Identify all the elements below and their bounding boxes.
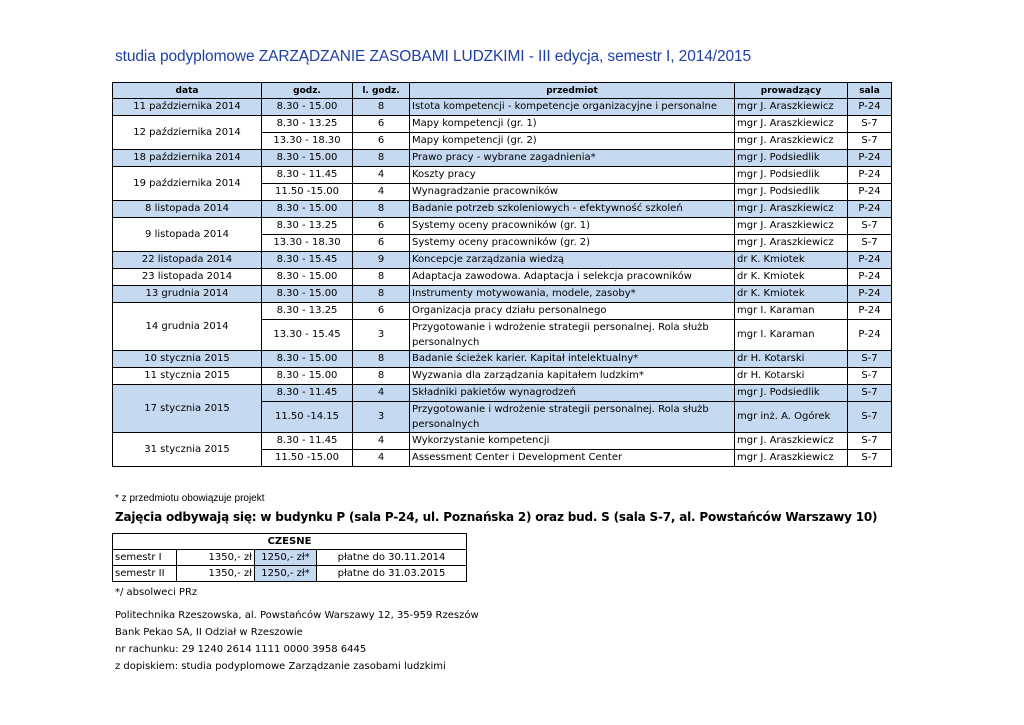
table-row [113, 351, 892, 368]
cell-time: 13.30 - 18.30 [262, 235, 353, 252]
cell-lecturer: mgr J. Podsiedlik [735, 184, 848, 201]
cell-date: 13 grudnia 2014 [113, 286, 262, 303]
cell-room: P-24 [848, 184, 892, 201]
table-row [113, 252, 892, 269]
cell-hours: 4 [353, 184, 410, 201]
cell-date: 8 listopada 2014 [113, 201, 262, 218]
cell-room: S-7 [848, 133, 892, 150]
cell-subject: Badanie potrzeb szkoleniowych - efektywność szkoleń [410, 201, 735, 218]
cell-subject: Wykorzystanie kompetencji [410, 433, 735, 450]
cell-date: 18 października 2014 [113, 150, 262, 167]
cell-hours: 8 [353, 351, 410, 368]
cell-time: 11.50 -15.00 [262, 184, 353, 201]
location-info: Zajęcia odbywają się: w budynku P (sala P-24, ul. Poznańska 2) oraz bud. S (sala S-7, al. Powstańców Warszawy 10) [115, 510, 878, 524]
cell-lecturer: mgr I. Karaman [735, 320, 848, 351]
cell-lecturer: mgr J. Araszkiewicz [735, 116, 848, 133]
cell-date: 17 stycznia 2015 [113, 385, 262, 433]
col-header-data: data [113, 83, 262, 99]
cell-lecturer: mgr J. Araszkiewicz [735, 450, 848, 467]
cell-subject: Organizacja pracy działu personalnego [410, 303, 735, 320]
fees-price-alumni: 1250,- zł* [255, 550, 317, 566]
table-row [113, 167, 892, 184]
fees-price: 1350,- zł [177, 566, 255, 582]
table-row [113, 218, 892, 235]
cell-room: S-7 [848, 218, 892, 235]
table-row [113, 269, 892, 286]
cell-subject: Adaptacja zawodowa. Adaptacja i selekcja pracowników [410, 269, 735, 286]
cell-subject: Assessment Center i Development Center [410, 450, 735, 467]
cell-lecturer: mgr J. Araszkiewicz [735, 201, 848, 218]
cell-room: P-24 [848, 269, 892, 286]
cell-lecturer: mgr J. Araszkiewicz [735, 235, 848, 252]
cell-date: 9 listopada 2014 [113, 218, 262, 252]
col-header-lgodz: l. godz. [353, 83, 410, 99]
cell-subject: Przygotowanie i wdrożenie strategii personalnej. Rola służb personalnych [410, 402, 735, 433]
table-header-row [113, 83, 892, 99]
fees-deadline: płatne do 31.03.2015 [317, 566, 467, 582]
cell-date: 11 stycznia 2015 [113, 368, 262, 385]
cell-date: 14 grudnia 2014 [113, 303, 262, 351]
cell-subject: Przygotowanie i wdrożenie strategii personalnej. Rola służb personalnych [410, 320, 735, 351]
cell-subject: Mapy kompetencji (gr. 2) [410, 133, 735, 150]
cell-time: 8.30 - 13.25 [262, 218, 353, 235]
cell-subject: Systemy oceny pracowników (gr. 2) [410, 235, 735, 252]
cell-hours: 4 [353, 167, 410, 184]
cell-subject: Wynagradzanie pracowników [410, 184, 735, 201]
table-row [113, 99, 892, 116]
cell-lecturer: mgr J. Podsiedlik [735, 167, 848, 184]
table-row [113, 116, 892, 133]
cell-time: 13.30 - 18.30 [262, 133, 353, 150]
cell-hours: 9 [353, 252, 410, 269]
cell-lecturer: dr K. Kmiotek [735, 252, 848, 269]
cell-hours: 8 [353, 286, 410, 303]
cell-subject: Istota kompetencji - kompetencje organizacyjne i personalne [410, 99, 735, 116]
cell-hours: 6 [353, 133, 410, 150]
cell-time: 8.30 - 15.00 [262, 269, 353, 286]
col-header-prowadzacy: prowadzący [735, 83, 848, 99]
cell-time: 8.30 - 15.00 [262, 351, 353, 368]
cell-time: 8.30 - 11.45 [262, 167, 353, 184]
memo-line: z dopiskiem: studia podyplomowe Zarządzanie zasobami ludzkimi [115, 661, 446, 672]
cell-room: S-7 [848, 433, 892, 450]
cell-room: P-24 [848, 303, 892, 320]
cell-date: 19 października 2014 [113, 167, 262, 201]
col-header-sala: sala [848, 83, 892, 99]
fees-row [113, 566, 467, 582]
cell-room: P-24 [848, 320, 892, 351]
cell-hours: 3 [353, 320, 410, 351]
cell-lecturer: mgr J. Araszkiewicz [735, 218, 848, 235]
cell-time: 8.30 - 11.45 [262, 433, 353, 450]
fees-price-alumni: 1250,- zł* [255, 566, 317, 582]
cell-lecturer: mgr I. Karaman [735, 303, 848, 320]
cell-hours: 8 [353, 368, 410, 385]
cell-time: 8.30 - 11.45 [262, 385, 353, 402]
cell-hours: 8 [353, 150, 410, 167]
cell-time: 8.30 - 15.00 [262, 286, 353, 303]
fees-semester: semestr II [113, 566, 177, 582]
cell-lecturer: mgr inż. A. Ogórek [735, 402, 848, 433]
cell-room: P-24 [848, 167, 892, 184]
fees-deadline: płatne do 30.11.2014 [317, 550, 467, 566]
cell-date: 10 stycznia 2015 [113, 351, 262, 368]
table-row [113, 385, 892, 402]
fees-footnote: */ absolweci PRz [115, 587, 198, 598]
col-header-godz: godz. [262, 83, 353, 99]
cell-time: 8.30 - 15.00 [262, 201, 353, 218]
cell-time: 8.30 - 15.00 [262, 150, 353, 167]
cell-time: 13.30 - 15.45 [262, 320, 353, 351]
cell-subject: Badanie ścieżek karier. Kapitał intelektualny* [410, 351, 735, 368]
cell-subject: Systemy oceny pracowników (gr. 1) [410, 218, 735, 235]
cell-room: S-7 [848, 368, 892, 385]
cell-room: P-24 [848, 99, 892, 116]
fees-header: CZESNE [113, 534, 467, 550]
cell-room: P-24 [848, 201, 892, 218]
cell-subject: Wyzwania dla zarządzania kapitałem ludzkim* [410, 368, 735, 385]
cell-hours: 4 [353, 385, 410, 402]
fees-semester: semestr I [113, 550, 177, 566]
cell-subject: Składniki pakietów wynagrodzeń [410, 385, 735, 402]
cell-room: S-7 [848, 385, 892, 402]
cell-lecturer: mgr J. Podsiedlik [735, 150, 848, 167]
cell-hours: 3 [353, 402, 410, 433]
cell-subject: Mapy kompetencji (gr. 1) [410, 116, 735, 133]
cell-hours: 8 [353, 201, 410, 218]
table-row [113, 286, 892, 303]
cell-room: S-7 [848, 450, 892, 467]
table-row [113, 368, 892, 385]
account-line: nr rachunku: 29 1240 2614 1111 0000 3958 6445 [115, 644, 367, 655]
cell-room: P-24 [848, 150, 892, 167]
cell-hours: 6 [353, 235, 410, 252]
cell-lecturer: dr K. Kmiotek [735, 286, 848, 303]
cell-date: 12 października 2014 [113, 116, 262, 150]
cell-time: 11.50 -15.00 [262, 450, 353, 467]
cell-lecturer: dr K. Kmiotek [735, 269, 848, 286]
cell-lecturer: mgr J. Araszkiewicz [735, 133, 848, 150]
cell-hours: 8 [353, 99, 410, 116]
project-note: * z przedmiotu obowiązuje projekt [115, 493, 265, 504]
cell-subject: Prawo pracy - wybrane zagadnienia* [410, 150, 735, 167]
cell-hours: 6 [353, 218, 410, 235]
cell-time: 8.30 - 15.00 [262, 368, 353, 385]
cell-time: 11.50 -14.15 [262, 402, 353, 433]
cell-room: S-7 [848, 351, 892, 368]
schedule-table [112, 82, 892, 467]
cell-date: 22 listopada 2014 [113, 252, 262, 269]
cell-subject: Koszty pracy [410, 167, 735, 184]
table-row [113, 303, 892, 320]
cell-hours: 8 [353, 269, 410, 286]
cell-lecturer: mgr J. Araszkiewicz [735, 99, 848, 116]
fees-row [113, 550, 467, 566]
cell-lecturer: mgr J. Podsiedlik [735, 385, 848, 402]
cell-room: S-7 [848, 235, 892, 252]
cell-time: 8.30 - 15.00 [262, 99, 353, 116]
page-title: studia podyplomowe ZARZĄDZANIE ZASOBAMI LUDZKIMI - III edycja, semestr I, 2014/2015 [115, 48, 752, 65]
cell-room: P-24 [848, 252, 892, 269]
bank-line: Bank Pekao SA, II Odział w Rzeszowie [115, 627, 303, 638]
cell-time: 8.30 - 13.25 [262, 303, 353, 320]
table-row [113, 201, 892, 218]
cell-lecturer: dr H. Kotarski [735, 351, 848, 368]
cell-hours: 4 [353, 450, 410, 467]
cell-lecturer: dr H. Kotarski [735, 368, 848, 385]
cell-hours: 4 [353, 433, 410, 450]
table-row [113, 433, 892, 450]
col-header-przedmiot: przedmiot [410, 83, 735, 99]
cell-room: P-24 [848, 286, 892, 303]
cell-lecturer: mgr J. Araszkiewicz [735, 433, 848, 450]
fees-price: 1350,- zł [177, 550, 255, 566]
cell-hours: 6 [353, 303, 410, 320]
cell-time: 8.30 - 15.45 [262, 252, 353, 269]
cell-hours: 6 [353, 116, 410, 133]
address-line: Politechnika Rzeszowska, al. Powstańców Warszawy 12, 35-959 Rzeszów [115, 610, 479, 621]
cell-subject: Instrumenty motywowania, modele, zasoby* [410, 286, 735, 303]
cell-subject: Koncepcje zarządzania wiedzą [410, 252, 735, 269]
cell-time: 8.30 - 13.25 [262, 116, 353, 133]
table-row [113, 150, 892, 167]
fees-table [112, 533, 467, 582]
cell-date: 23 listopada 2014 [113, 269, 262, 286]
fees-header-row [113, 534, 467, 550]
cell-room: S-7 [848, 402, 892, 433]
cell-room: S-7 [848, 116, 892, 133]
cell-date: 31 stycznia 2015 [113, 433, 262, 467]
cell-date: 11 października 2014 [113, 99, 262, 116]
